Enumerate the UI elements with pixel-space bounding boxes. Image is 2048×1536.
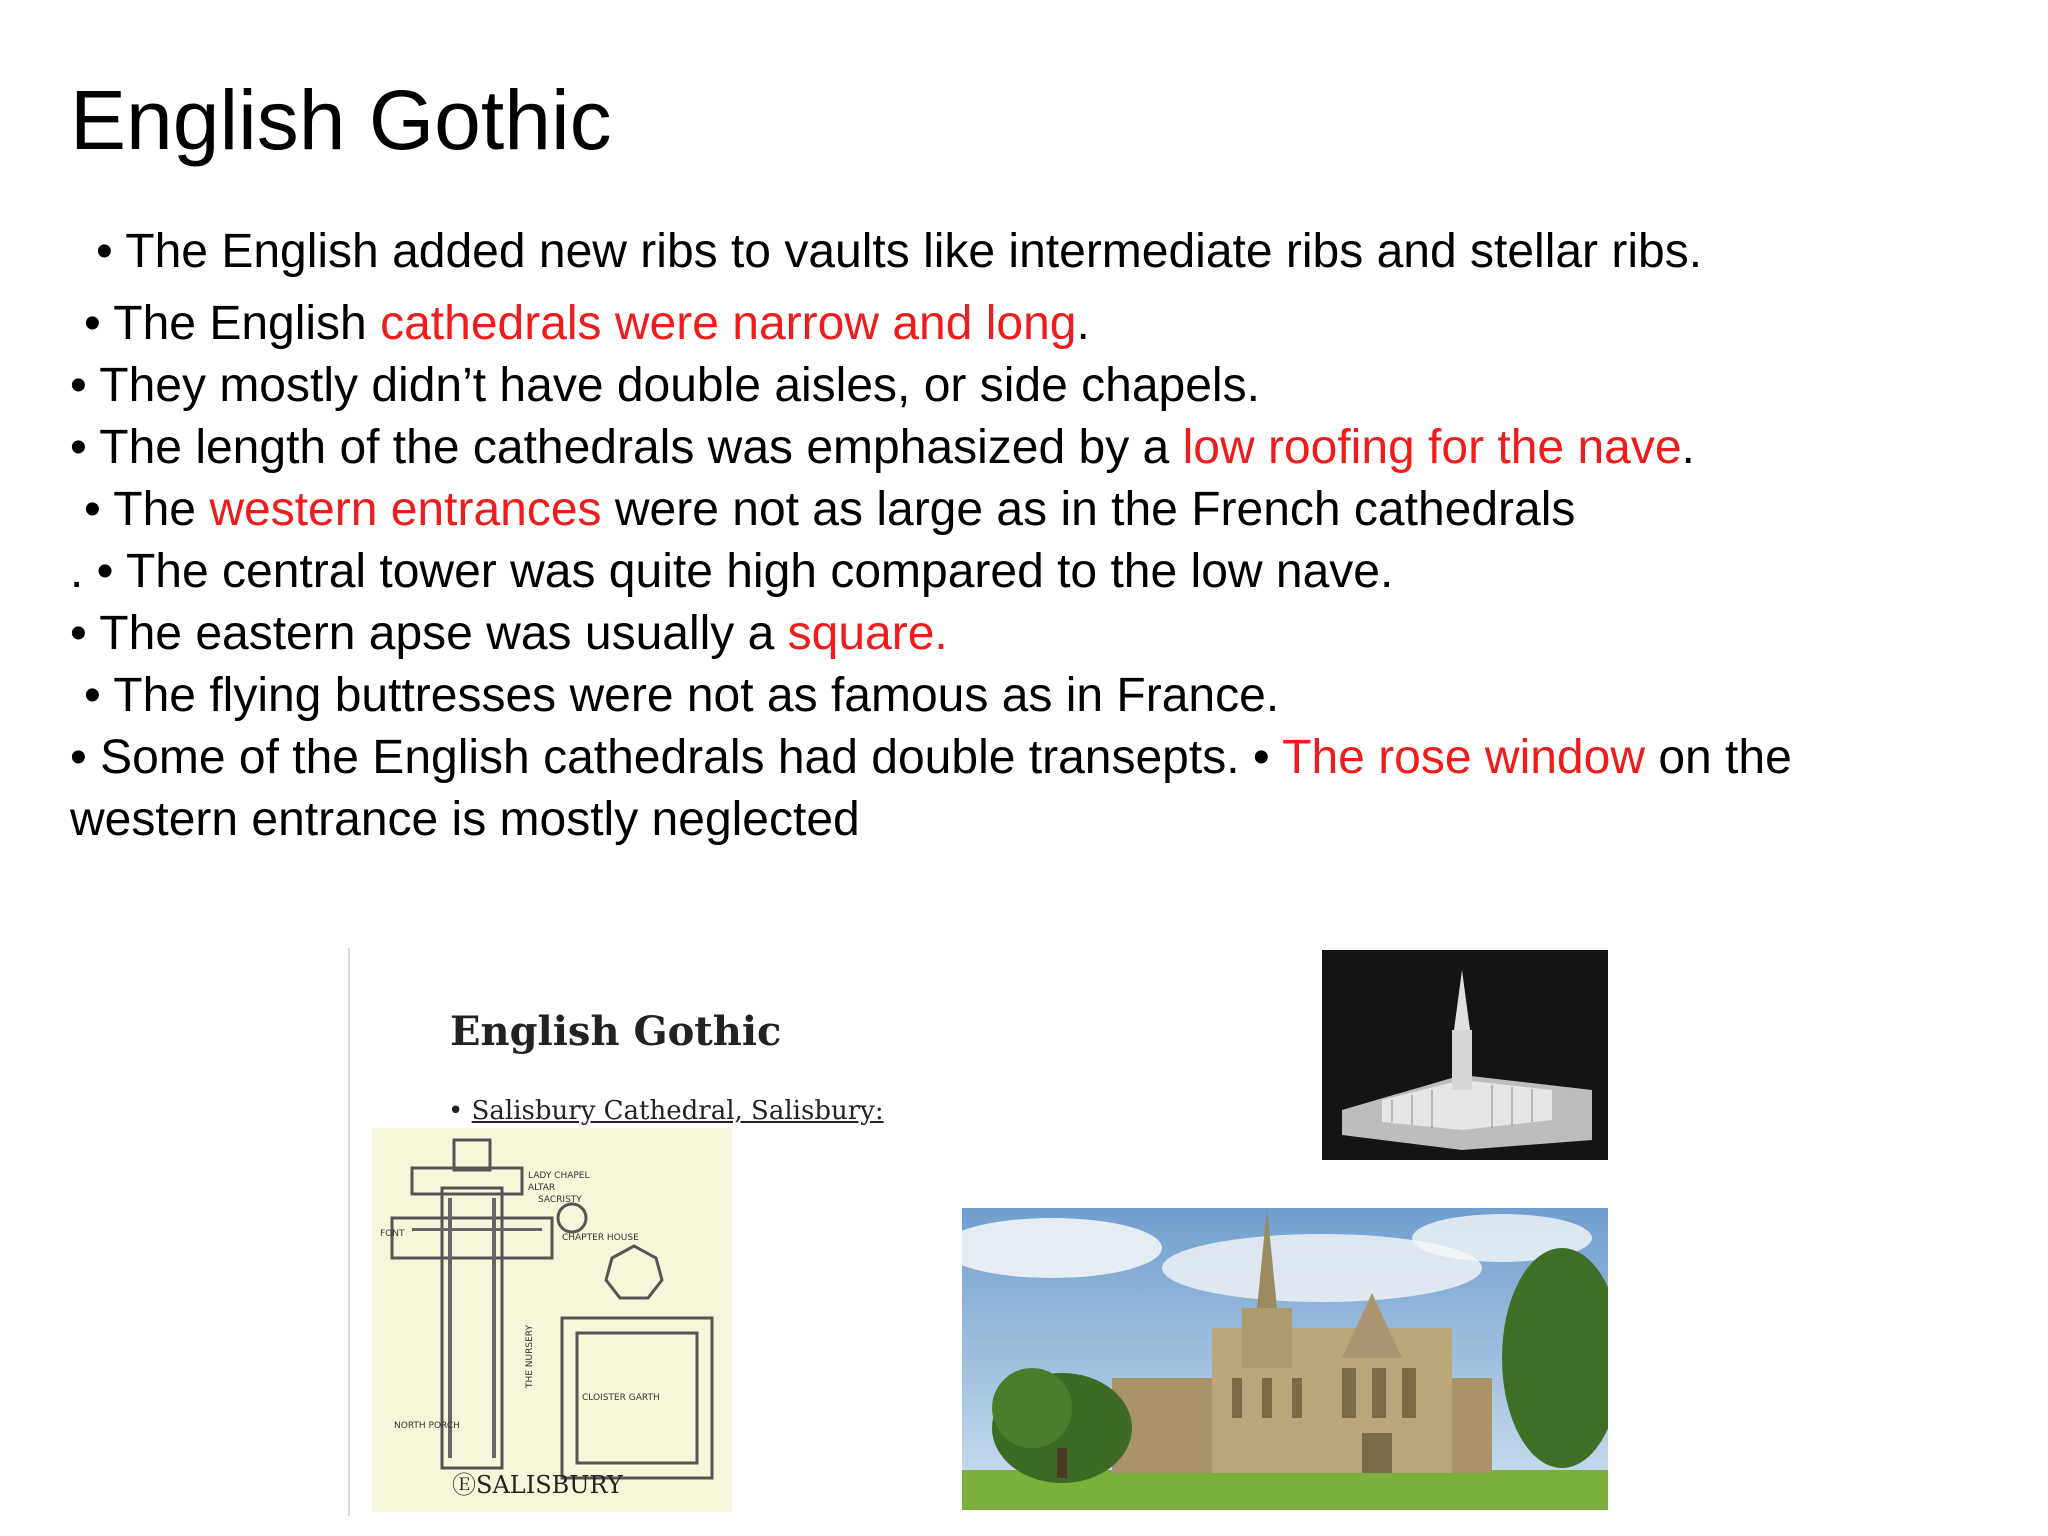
bullet-text: . • The central tower was quite high compared to the low nave. (70, 545, 1394, 598)
bullet-line (96, 225, 1703, 278)
floorplan-label-lady-chapel: LADY CHAPEL (528, 1171, 590, 1181)
bullet-text: were not as large as in the French cathedrals (601, 483, 1576, 536)
floorplan-label-sacristy: SACRISTY (538, 1195, 582, 1205)
bullet-text: • The English (84, 297, 381, 350)
embedded-slide-title: English Gothic (450, 1008, 782, 1055)
salisbury-cathedral-svg (962, 1208, 1608, 1510)
highlighted-text: low roofing for the nave (1182, 421, 1682, 474)
bullet-line (70, 421, 1695, 474)
bullet-line (70, 731, 1792, 784)
embedded-slide-image (348, 948, 940, 1516)
cathedral-model-svg (1322, 950, 1608, 1160)
bullet-text: • The (84, 483, 210, 536)
bullet-text: • The flying buttresses were not as famous as in France. (84, 669, 1280, 722)
floorplan-label-altar: ALTAR (528, 1183, 556, 1193)
bullet-text: • They mostly didn’t have double aisles, or side chapels. (70, 359, 1260, 412)
floorplan-label-nursery: THE NURSERY (525, 1325, 535, 1388)
highlighted-text: cathedrals were narrow and long (380, 297, 1077, 350)
bullet-text: western entrance is mostly neglected (70, 793, 860, 846)
bullet-text: • Some of the English cathedrals had double transepts. • (70, 731, 1283, 784)
floorplan-label-font: FONT (380, 1229, 405, 1239)
embedded-bullet-text: Salisbury Cathedral, Salisbury: (471, 1096, 884, 1126)
bullet-text: • The length of the cathedrals was emphasized by a (70, 421, 1183, 474)
bullet-line (84, 483, 1576, 536)
highlighted-text: The rose window (1282, 731, 1645, 784)
slide-title: English Gothic (70, 73, 612, 167)
floorplan-drawing (372, 1128, 732, 1512)
bullet-text: • The eastern apse was usually a (70, 607, 788, 660)
embedded-slide-bullet (448, 1096, 884, 1126)
bullet-text: . (1076, 297, 1090, 350)
floorplan-svg (372, 1128, 732, 1512)
highlighted-text: square. (787, 607, 948, 660)
bullet-text: • The English added new ribs to vaults like intermediate ribs and stellar ribs. (96, 225, 1703, 278)
bullet-line (70, 793, 860, 846)
bullet-line (70, 545, 1394, 598)
floorplan-label-north-porch: NORTH PORCH (394, 1421, 460, 1431)
cathedral-model-photo (1322, 950, 1608, 1160)
salisbury-cathedral-photo (962, 1208, 1608, 1510)
floorplan-label-cloister-garth: CLOISTER GARTH (582, 1393, 660, 1403)
bullet-line (70, 359, 1260, 412)
bullet-line (84, 669, 1280, 722)
bullet-text: . (1681, 421, 1695, 474)
floorplan-caption: ⒺSALISBURY (452, 1471, 623, 1499)
embedded-bullet-marker: • (448, 1096, 464, 1126)
bullet-line (70, 607, 948, 660)
highlighted-text: western entrances (209, 483, 602, 536)
bullet-text: on the (1644, 731, 1792, 784)
bullet-line (84, 297, 1090, 350)
floorplan-label-chapter-house: CHAPTER HOUSE (562, 1233, 639, 1243)
